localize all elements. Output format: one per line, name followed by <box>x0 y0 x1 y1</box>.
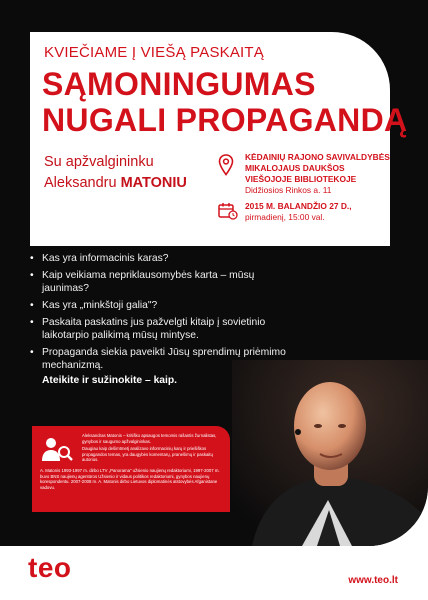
subtitle-line-1: Su apžvalgininku <box>44 154 154 170</box>
subtitle-line-2 <box>44 173 187 194</box>
speaker-first-name: Aleksandru <box>44 175 121 191</box>
invitation-kicker: KVIEČIAME Į VIEŠĄ PASKAITĄ <box>44 44 264 61</box>
speaker-photo <box>232 360 428 546</box>
venue-line-3: VIEŠOJOJE BIBLIOTEKOJE <box>245 174 357 184</box>
question-list <box>30 252 290 376</box>
question-item: • Paskaita paskatins jus pažvelgti kitaip į sovietinio laikotarpio palikimą mūsų mintyse. <box>30 316 290 342</box>
bio-paragraph-3: A. Matonis 1993-1997 m. dirbo LTV „Panorama" užsienio naujienų redaktoriumi, 1997-2007 m. buvo BNS naujienų agentūros Užsienio ir vidaus politikos redaktoriumi, gynybos naujienų korespondentu. 2007-2008 m. A. Matonis dirbo Lietuvos diplomatinės atstovybės Afganistane vadovu. <box>40 468 220 490</box>
event-date: 2015 M. BALANDŽIO 27 D., <box>245 201 352 211</box>
bio-paragraph-2: Daugiau kaip dešimtmetį analizavo informacinių karų ir priešiškos propagandos temas, yra daugybės komentarų, pranešimų ir paskaitų autorius. <box>82 446 213 462</box>
bio-paragraph-1: Aleksandras Matonis – kritiško apsaugos temomis rašantis žurnalistas, gynybos ir saugumo apžvalgininkas. <box>82 433 217 444</box>
calendar-icon <box>218 202 238 225</box>
date-block <box>245 201 352 223</box>
question-item: • Kas yra „minkštoji galia"? <box>30 299 290 312</box>
speaker-bio-box <box>32 426 230 512</box>
venue-line-2: MIKALOJAUS DAUKŠOS <box>245 163 345 173</box>
speaker-surname: MATONIU <box>120 175 187 191</box>
venue-block <box>245 152 390 196</box>
event-card <box>30 32 408 246</box>
person-search-icon <box>40 434 74 469</box>
question-item: • Kaip veikiama nepriklausomybės karta – mūsų jaunimas? <box>30 269 290 295</box>
event-time: pirmadienį, 15:00 val. <box>245 212 325 222</box>
headline-line-1: SĄMONINGUMAS <box>42 66 316 102</box>
headline-line-2: NUGALI PROPAGANDĄ <box>42 102 408 138</box>
website-link[interactable]: www.teo.lt <box>348 575 398 586</box>
venue-address: Didžiosios Rinkos a. 11 <box>245 185 332 195</box>
call-to-action: Ateikite ir sužinokite – kaip. <box>42 375 178 386</box>
venue-line-1: KĖDAINIŲ RAJONO SAVIVALDYBĖS <box>245 152 390 162</box>
teo-logo: teo <box>28 552 72 583</box>
bio-intro <box>82 433 228 465</box>
question-item: • Propaganda siekia paveikti Jūsų sprendimų priėmimo mechanizmą. <box>30 346 290 372</box>
speaker-subtitle <box>44 152 187 194</box>
location-pin-icon <box>218 154 234 181</box>
question-item: • Kas yra informacinis karas? <box>30 252 290 265</box>
event-headline <box>42 66 407 138</box>
